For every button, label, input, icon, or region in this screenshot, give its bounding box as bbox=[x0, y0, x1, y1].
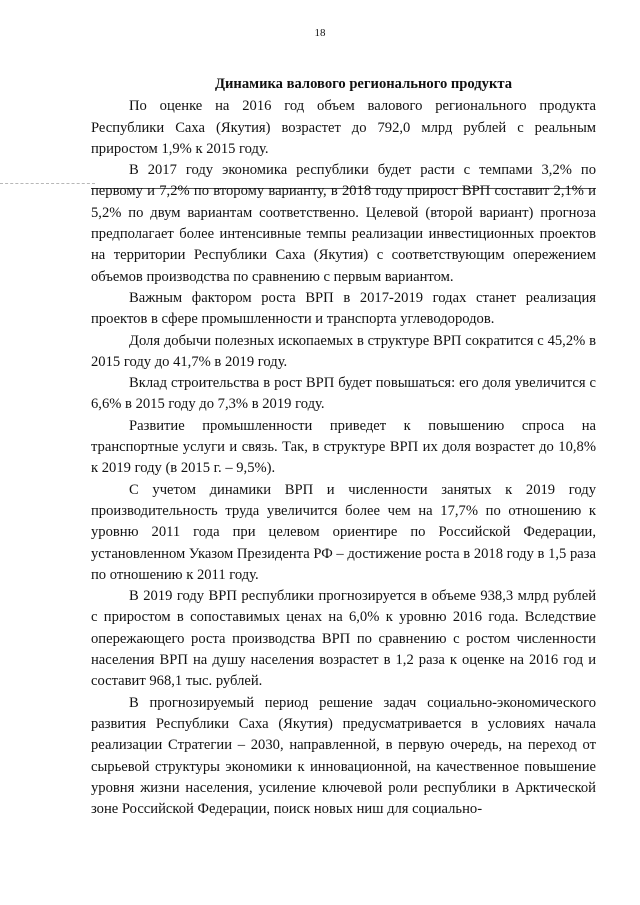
section-title: Динамика валового регионального продукта bbox=[214, 76, 513, 92]
paragraph-7: С учетом динамики ВРП и численности занятых к 2019 году производительность труда увеличится более чем на 17,7% по отношению к уровню 2011 года при целевом ориентире по Российской Федерации, установленном Указом Президента РФ – достижение роста в 2018 году в 1,5 раза по отношению к 2011 году. bbox=[91, 481, 596, 583]
paragraph-3: Важным фактором роста ВРП в 2017-2019 годах станет реализация проектов в сфере промышленности и транспорта углеводородов. bbox=[91, 289, 596, 328]
paragraph-9: В прогнозируемый период решение задач социально-экономического развития Республики Саха (Якутия) предусматривается в условиях начала реализации Стратегии – 2030, направленной, в первую очередь, на переход от сырьевой структуры экономики к инновационной, на качественное повышение уровня жизни населения, усиление ключевой роли республики в Арктической зоне Российской Федерации, поиск новых ниш для социально- bbox=[91, 694, 596, 818]
paragraph-4: Доля добычи полезных ископаемых в структуре ВРП сократится с 45,2% в 2015 году до 41,7% в 2019 году. bbox=[91, 332, 596, 370]
page-number: 18 bbox=[314, 27, 326, 39]
paragraph-5: Вклад строительства в рост ВРП будет повышаться: его доля увеличится с 6,6% в 2015 году до 7,3% в 2019 году. bbox=[91, 375, 596, 413]
paragraph-1: По оценке на 2016 год объем валового регионального продукта Республики Саха (Якутия) возрастет до 792,0 млрд рублей с реальным приростом 1,9% к 2015 году. bbox=[91, 98, 596, 157]
paragraph-2: В 2017 году экономика республики будет расти с темпами 3,2% по первому и 7,2% по второму варианту, в 2018 году прирост ВРП составит 2,1% и 5,2% по двум вариантам соответственно. Целевой (второй вариант) прогноза предполагает более интенсивные темпы реализации инвестиционных проектов на территории Республики Саха (Якутия) с соответствующим опережением объемов производства по сравнению с первым вариантом. bbox=[91, 162, 596, 285]
document-body bbox=[91, 74, 596, 820]
scan-artifact-dashes bbox=[0, 183, 95, 190]
paragraph-8: В 2019 году ВРП республики прогнозируется в объеме 938,3 млрд рублей с приростом в сопоставимых ценах на 6,0% к уровню 2016 года. Вследствие опережающего роста производства ВРП по сравнению с ростом численности населения ВРП на душу населения возрастет в 1,2 раза к оценке на 2016 год и составит 968,1 тыс. рублей. bbox=[91, 588, 596, 690]
paragraph-6: Развитие промышленности приведет к повышению спроса на транспортные услуги и связь. Так, в структуре ВРП их доля возрастет до 10,8% к 2019 году (в 2015 г. – 9,5%). bbox=[91, 417, 596, 477]
